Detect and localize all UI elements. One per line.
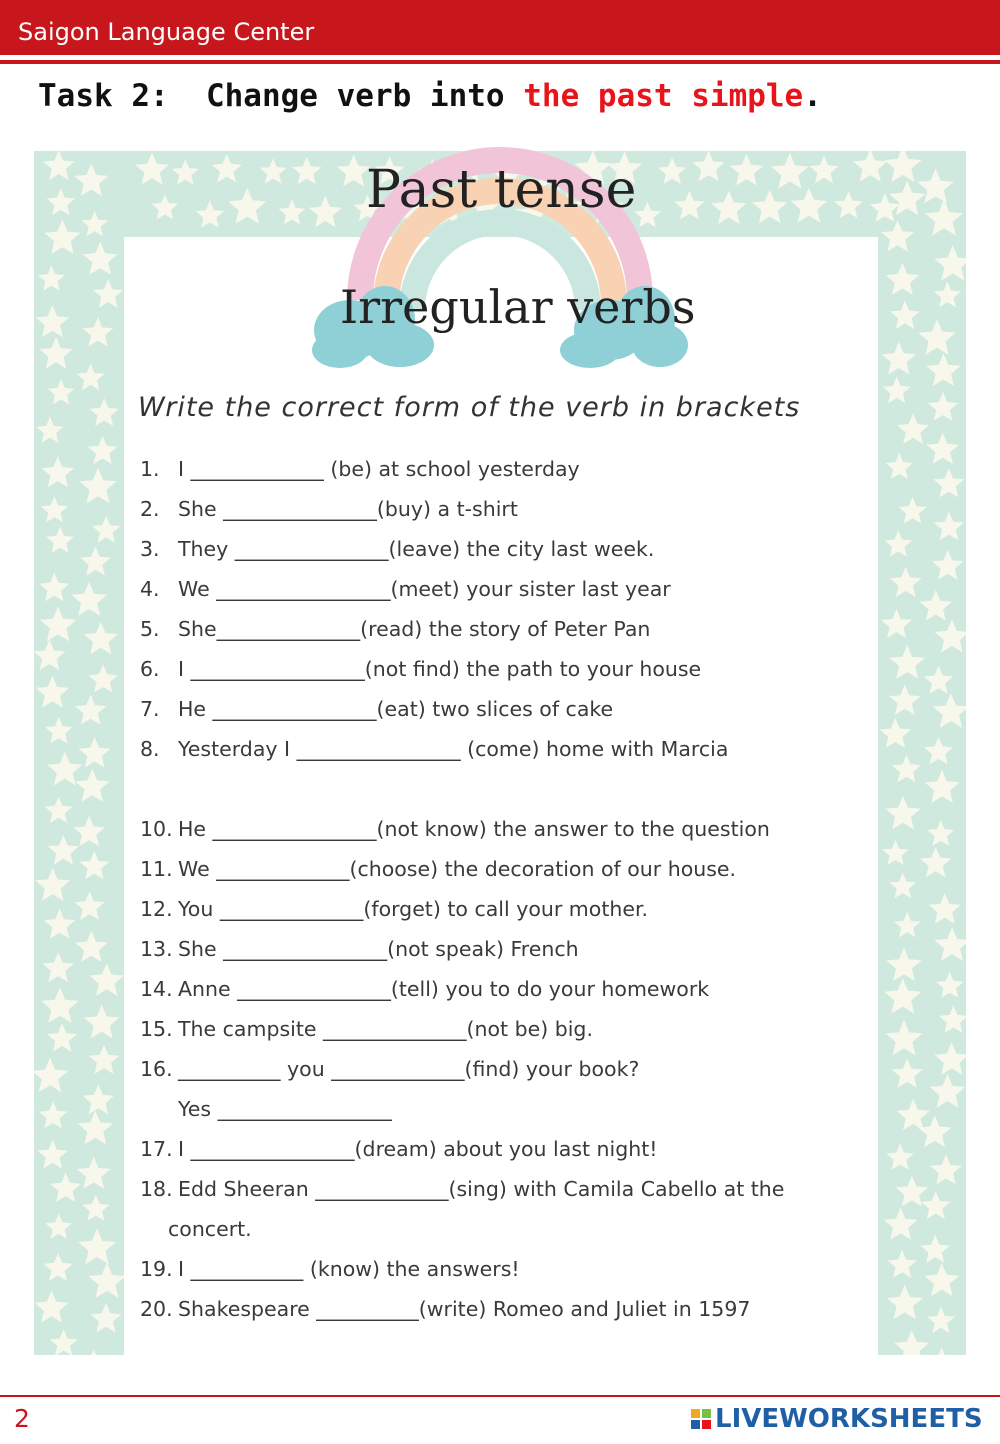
item-text: They _______________(leave) the city last week. (178, 537, 655, 561)
worksheet-title: Past tense (366, 160, 637, 220)
item-number: 3. (140, 537, 160, 561)
liveworksheets-icon (690, 1408, 712, 1430)
item-text: We _________________(meet) your sister last year (178, 577, 671, 601)
item-number: 13. (140, 937, 173, 961)
exercise-item (140, 969, 880, 1009)
item-number: 16. (140, 1057, 173, 1081)
item-number: 14. (140, 977, 173, 1001)
item-text: You ______________(forget) to call your mother. (178, 897, 649, 921)
liveworksheets-logo (690, 1404, 983, 1434)
item-text: __________ you _____________(find) your book? (178, 1057, 640, 1081)
item-number: 20. (140, 1297, 173, 1321)
brand-name: LIVEWORKSHEETS (715, 1404, 983, 1434)
item-number: 10. (140, 817, 173, 841)
item-number: 8. (140, 737, 160, 761)
item-number: 4. (140, 577, 160, 601)
exercise-item (140, 1009, 880, 1049)
exercise-item (140, 529, 880, 569)
item-text: He ________________(eat) two slices of cake (178, 697, 614, 721)
item-text: concert. (168, 1217, 252, 1241)
blank-line (140, 769, 880, 809)
item-text: He ________________(not know) the answer to the question (178, 817, 770, 841)
exercise-item (140, 929, 880, 969)
exercise-item (140, 449, 880, 489)
item-number: 19. (140, 1257, 173, 1281)
item-text: Yes _________________ (178, 1097, 392, 1121)
item-text: She _______________(buy) a t-shirt (178, 497, 518, 521)
item-number: 7. (140, 697, 160, 721)
item-number: 1. (140, 457, 160, 481)
exercise-item (140, 889, 880, 929)
exercise-item (140, 689, 880, 729)
item-text: Anne _______________(tell) you to do your homework (178, 977, 710, 1001)
exercise-item (140, 1249, 880, 1289)
item-number: 11. (140, 857, 173, 881)
exercise-list (140, 449, 880, 1329)
exercise-item (140, 1209, 880, 1249)
item-text: We _____________(choose) the decoration of our house. (178, 857, 737, 881)
item-number: 5. (140, 617, 160, 641)
center-name: Saigon Language Center (18, 18, 315, 46)
item-text: Shakespeare __________(write) Romeo and Juliet in 1597 (178, 1297, 751, 1321)
exercise-item (140, 649, 880, 689)
worksheet-subtitle: Irregular verbs (340, 280, 696, 334)
task-highlight: the past simple (523, 78, 804, 114)
exercise-item (140, 489, 880, 529)
item-text: I _____________ (be) at school yesterday (178, 457, 580, 481)
task-end: . (803, 78, 822, 114)
exercise-item (140, 1089, 880, 1129)
item-number: 17. (140, 1137, 173, 1161)
item-text: I _________________(not find) the path to your house (178, 657, 702, 681)
item-text: Yesterday I ________________ (come) home with Marcia (178, 737, 729, 761)
page-number: 2 (14, 1404, 30, 1433)
item-number: 15. (140, 1017, 173, 1041)
item-number: 18. (140, 1177, 173, 1201)
item-number: 6. (140, 657, 160, 681)
exercise-item (140, 609, 880, 649)
exercise-item (140, 729, 880, 769)
exercise-item (140, 1129, 880, 1169)
task-label: Task 2: Change verb into (38, 78, 524, 114)
exercise-item (140, 809, 880, 849)
item-number: 12. (140, 897, 173, 921)
item-text: The campsite ______________(not be) big. (178, 1017, 593, 1041)
item-text: She ________________(not speak) French (178, 937, 579, 961)
item-text: Edd Sheeran _____________(sing) with Camila Cabello at the (178, 1177, 785, 1201)
worksheet-instruction: Write the correct form of the verb in brackets (138, 392, 801, 423)
exercise-item (140, 569, 880, 609)
item-text: I ________________(dream) about you last night! (178, 1137, 658, 1161)
exercise-item (140, 849, 880, 889)
exercise-item (140, 1289, 880, 1329)
footer-divider (0, 1395, 1000, 1397)
exercise-item (140, 1169, 880, 1209)
item-text: I ___________ (know) the answers! (178, 1257, 520, 1281)
item-text: She______________(read) the story of Peter Pan (178, 617, 651, 641)
item-number: 2. (140, 497, 160, 521)
exercise-item (140, 1049, 880, 1089)
